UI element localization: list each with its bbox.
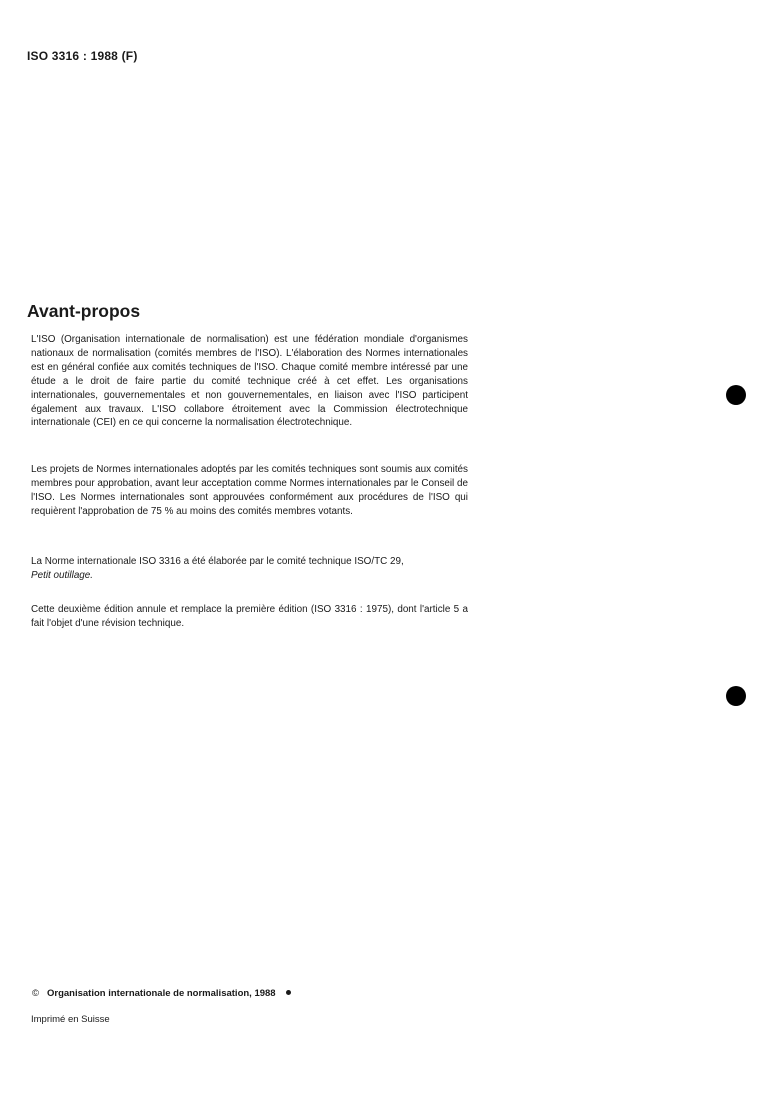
paragraph-approval-procedure: Les projets de Normes internationales adoptés par les comités techniques sont soumis aux comités membres pour approbation, avant leur acceptation comme Normes internationales par le Conseil de l'ISO. Les Normes internationales sont approuvées conformément aux procédures de l'ISO qui requièrent l'approbation de 75 % au moins des comités membres votants. <box>31 464 468 517</box>
bullet-dot-icon <box>286 990 291 995</box>
punch-hole <box>726 385 746 405</box>
paragraph-technical-committee <box>31 555 468 583</box>
paragraph-edition-note: Cette deuxième édition annule et remplace la première édition (ISO 3316 : 1975), dont l'article 5 a fait l'objet d'une révision technique. <box>31 604 468 629</box>
document-reference: ISO 3316 : 1988 (F) <box>27 49 138 63</box>
standard-statement: La Norme internationale ISO 3316 a été élaborée par le comité technique ISO/TC 29, <box>31 556 404 567</box>
committee-name: Petit outillage. <box>31 569 94 581</box>
paragraph-iso-description: L'ISO (Organisation internationale de normalisation) est une fédération mondiale d'organismes nationaux de normalisation (comités membres de l'ISO). L'élaboration des Normes internationales est en général confiée aux comités techniques de l'ISO. Chaque comité membre intéressé par une étude a le droit de faire partie du comité technique créé à cet effet. Les organisations internationales, gouvernementales et non gouvernementales, en liaison avec l'ISO participent également aux travaux. L'ISO collabore étroitement avec la Commission électrotechnique internationale (CEI) en ce qui concerne la normalisation électrotechnique. <box>31 334 468 429</box>
printed-in-note: Imprimé en Suisse <box>31 1014 110 1025</box>
footer-copyright <box>32 988 291 999</box>
punch-hole <box>726 686 746 706</box>
copyright-text: Organisation internationale de normalisation, 1988 <box>47 988 276 999</box>
copyright-symbol: © <box>32 988 39 999</box>
section-title: Avant-propos <box>27 301 141 321</box>
